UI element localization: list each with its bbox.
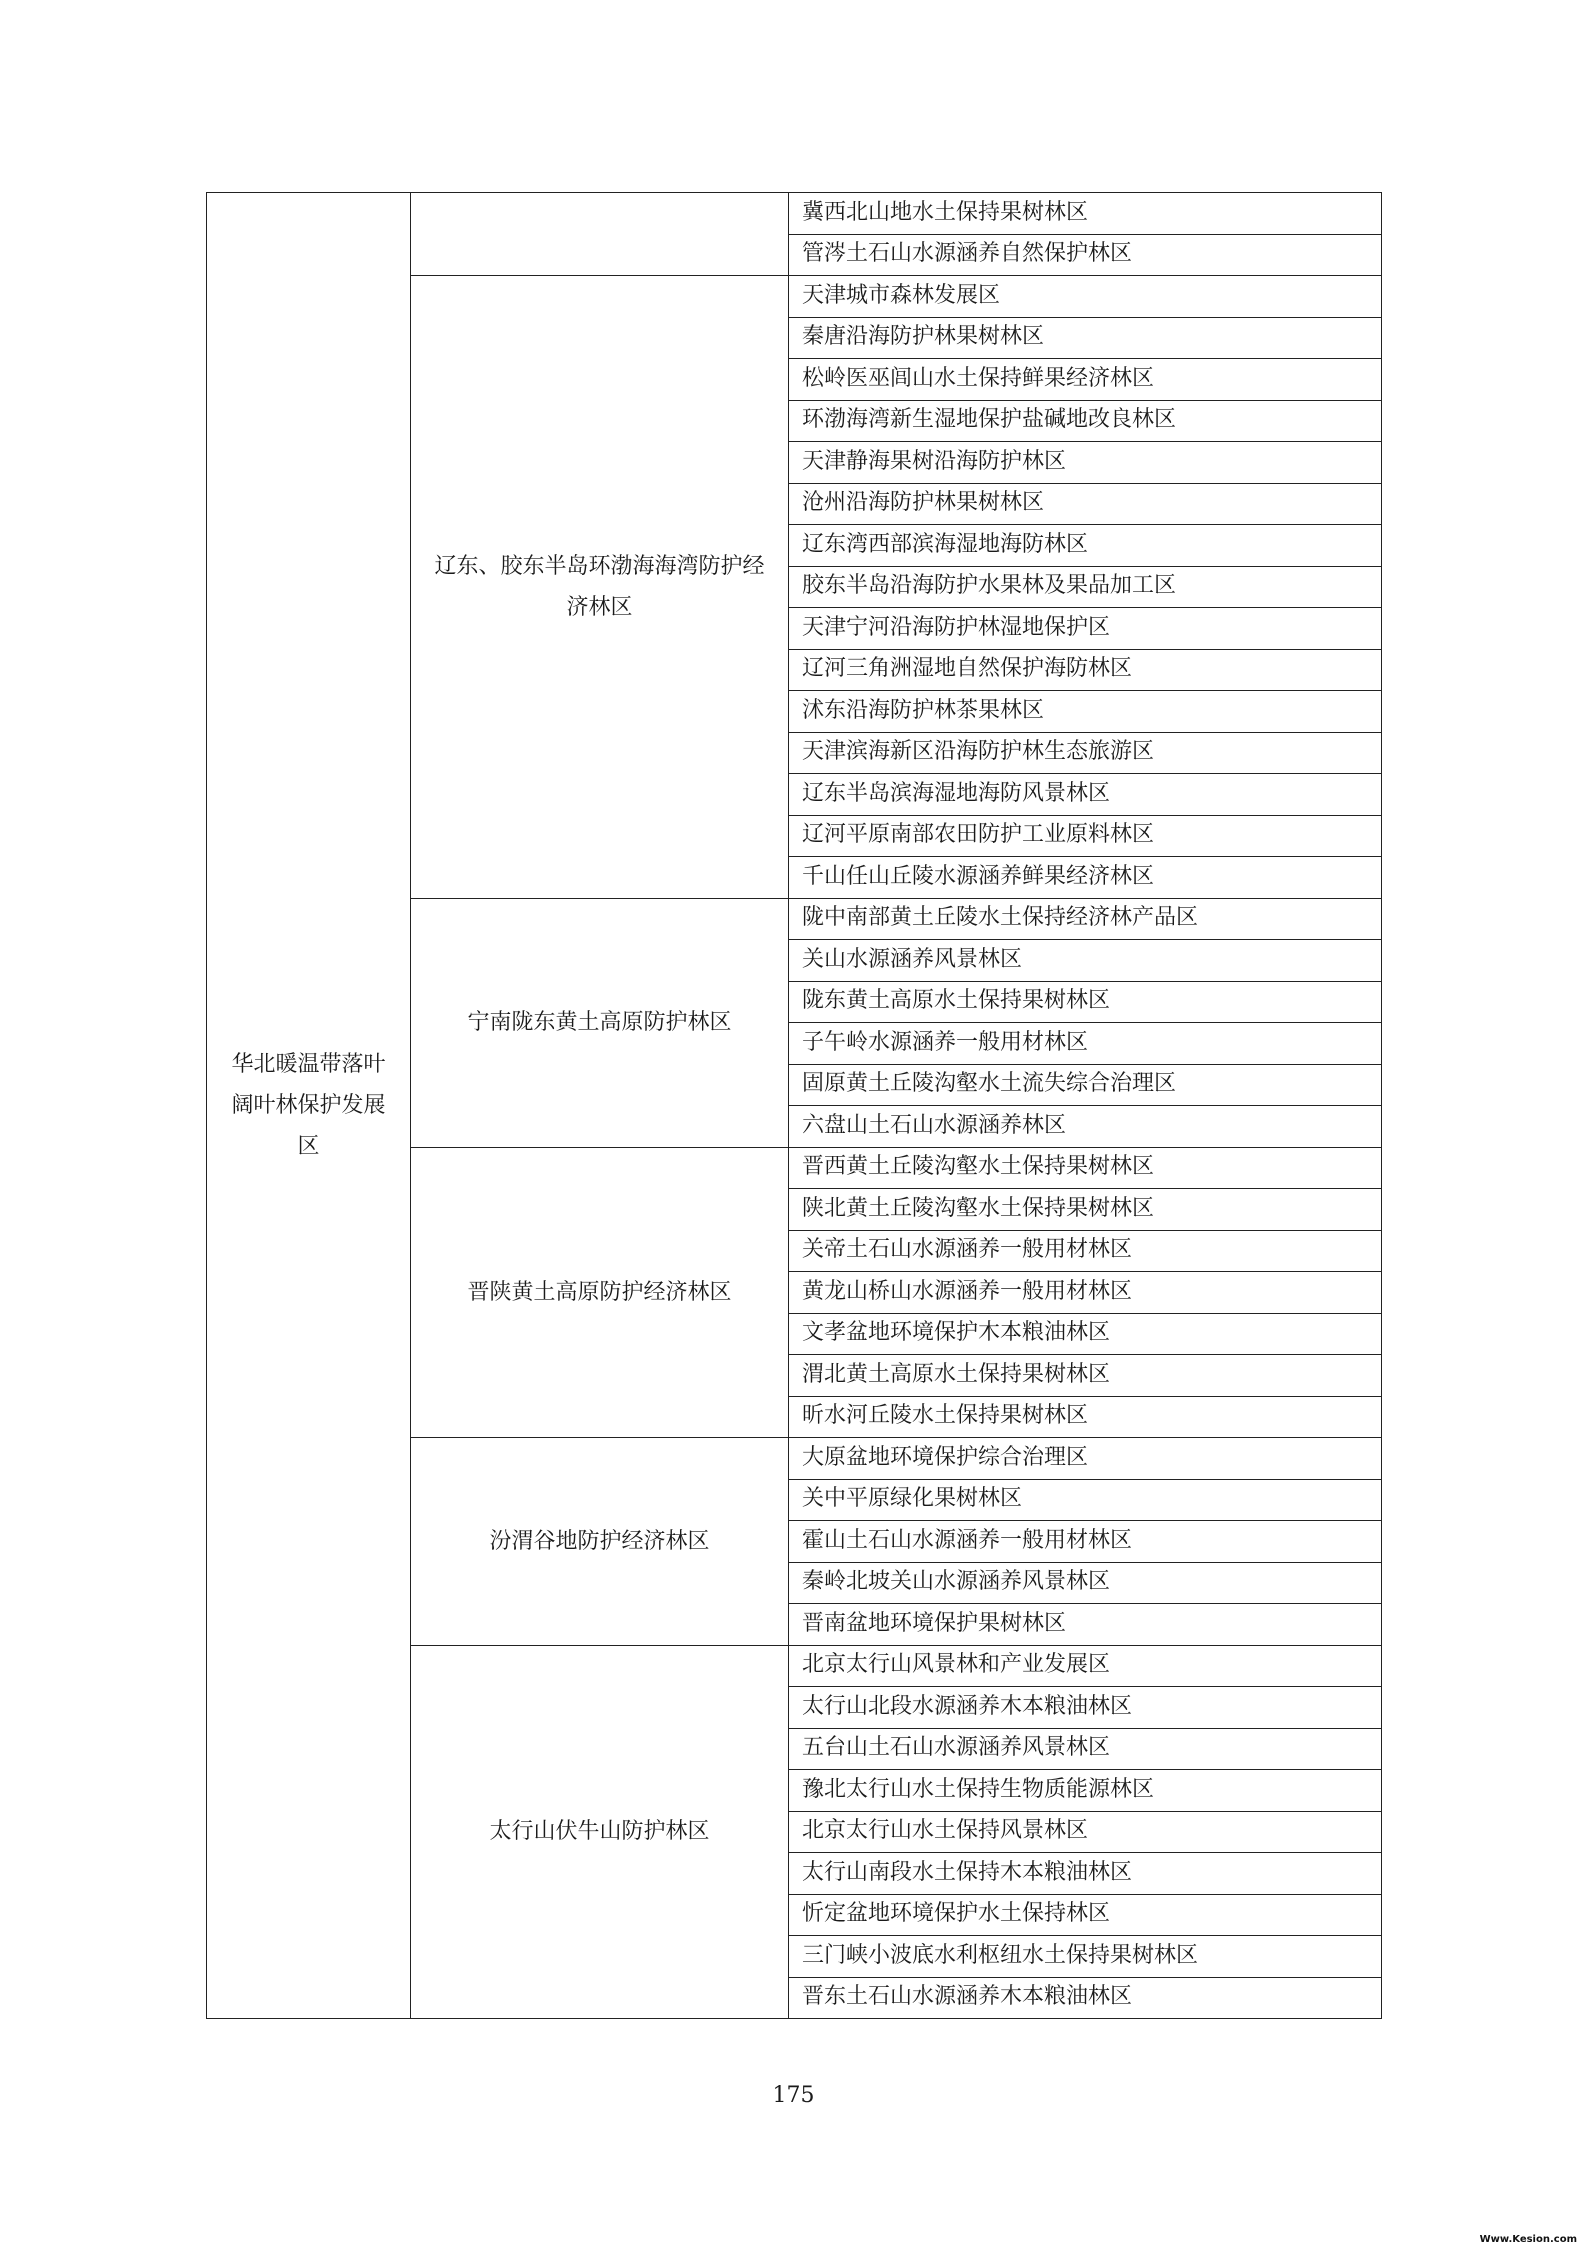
zone-item-cell: 沧州沿海防护林果树林区: [789, 483, 1382, 525]
zone-item-cell: 北京太行山风景林和产业发展区: [789, 1645, 1382, 1687]
zone-item-cell: 关中平原绿化果树林区: [789, 1479, 1382, 1521]
zone-item-cell: 松岭医巫闾山水土保持鲜果经济林区: [789, 359, 1382, 401]
zone-item-cell: 昕水河丘陵水土保持果树林区: [789, 1396, 1382, 1438]
zone-item-cell: 北京太行山水土保持风景林区: [789, 1811, 1382, 1853]
zone-item-cell: 渭北黄土高原水土保持果树林区: [789, 1355, 1382, 1397]
zone-item-cell: 关山水源涵养风景林区: [789, 940, 1382, 982]
zone-item-cell: 三门峡小波底水利枢纽水土保持果树林区: [789, 1936, 1382, 1978]
zone-item-cell: 晋东土石山水源涵养木本粮油林区: [789, 1977, 1382, 2019]
page-number: 175: [772, 2083, 815, 2108]
subregion-cell: 汾渭谷地防护经济林区: [411, 1438, 789, 1646]
zone-item-cell: 辽河平原南部农田防护工业原料林区: [789, 815, 1382, 857]
zone-item-cell: 忻定盆地环境保护水土保持林区: [789, 1894, 1382, 1936]
zone-item-cell: 晋南盆地环境保护果树林区: [789, 1604, 1382, 1646]
subregion-cell: 辽东、胶东半岛环渤海海湾防护经济林区: [411, 276, 789, 899]
zone-item-cell: 秦唐沿海防护林果树林区: [789, 317, 1382, 359]
forest-zone-table-body: [207, 193, 1382, 2019]
zone-item-cell: 胶东半岛沿海防护水果林及果品加工区: [789, 566, 1382, 608]
zone-item-cell: 沭东沿海防护林茶果林区: [789, 691, 1382, 733]
zone-item-cell: 天津宁河沿海防护林湿地保护区: [789, 608, 1382, 650]
zone-item-cell: 五台山土石山水源涵养风景林区: [789, 1728, 1382, 1770]
zone-item-cell: 陇东黄土高原水土保持果树林区: [789, 981, 1382, 1023]
zone-item-cell: 晋西黄土丘陵沟壑水土保持果树林区: [789, 1147, 1382, 1189]
zone-item-cell: 千山任山丘陵水源涵养鲜果经济林区: [789, 857, 1382, 899]
subregion-cell: 晋陕黄土高原防护经济林区: [411, 1147, 789, 1438]
watermark: Www.Kesion.com: [1479, 2234, 1577, 2245]
zone-item-cell: 管涔土石山水源涵养自然保护林区: [789, 234, 1382, 276]
zone-item-cell: 子午岭水源涵养一般用材林区: [789, 1023, 1382, 1065]
zone-item-cell: 天津滨海新区沿海防护林生态旅游区: [789, 732, 1382, 774]
zone-item-cell: 陇中南部黄土丘陵水土保持经济林产品区: [789, 898, 1382, 940]
zone-item-cell: 辽东湾西部滨海湿地海防林区: [789, 525, 1382, 567]
zone-item-cell: 秦岭北坡关山水源涵养风景林区: [789, 1562, 1382, 1604]
zone-item-cell: 豫北太行山水土保持生物质能源林区: [789, 1770, 1382, 1812]
forest-zone-table: [206, 192, 1382, 2019]
zone-item-cell: 文孝盆地环境保护木本粮油林区: [789, 1313, 1382, 1355]
zone-item-cell: 太行山南段水土保持木本粮油林区: [789, 1853, 1382, 1895]
zone-item-cell: 固原黄土丘陵沟壑水土流失综合治理区: [789, 1064, 1382, 1106]
zone-item-cell: 天津静海果树沿海防护林区: [789, 442, 1382, 484]
zone-item-cell: 大原盆地环境保护综合治理区: [789, 1438, 1382, 1480]
zone-item-cell: 关帝土石山水源涵养一般用材林区: [789, 1230, 1382, 1272]
zone-item-cell: 辽河三角洲湿地自然保护海防林区: [789, 649, 1382, 691]
table-row: [207, 193, 1382, 235]
zone-item-cell: 辽东半岛滨海湿地海防风景林区: [789, 774, 1382, 816]
zone-item-cell: 冀西北山地水土保持果树林区: [789, 193, 1382, 235]
zone-item-cell: 天津城市森林发展区: [789, 276, 1382, 318]
subregion-cell: 宁南陇东黄土高原防护林区: [411, 898, 789, 1147]
subregion-cell: [411, 193, 789, 276]
zone-item-cell: 黄龙山桥山水源涵养一般用材林区: [789, 1272, 1382, 1314]
zone-item-cell: 霍山土石山水源涵养一般用材林区: [789, 1521, 1382, 1563]
zone-item-cell: 陕北黄土丘陵沟壑水土保持果树林区: [789, 1189, 1382, 1231]
zone-item-cell: 太行山北段水源涵养木本粮油林区: [789, 1687, 1382, 1729]
region-cell: 华北暖温带落叶阔叶林保护发展区: [207, 193, 411, 2019]
zone-item-cell: 环渤海湾新生湿地保护盐碱地改良林区: [789, 400, 1382, 442]
zone-item-cell: 六盘山土石山水源涵养林区: [789, 1106, 1382, 1148]
subregion-cell: 太行山伏牛山防护林区: [411, 1645, 789, 2019]
